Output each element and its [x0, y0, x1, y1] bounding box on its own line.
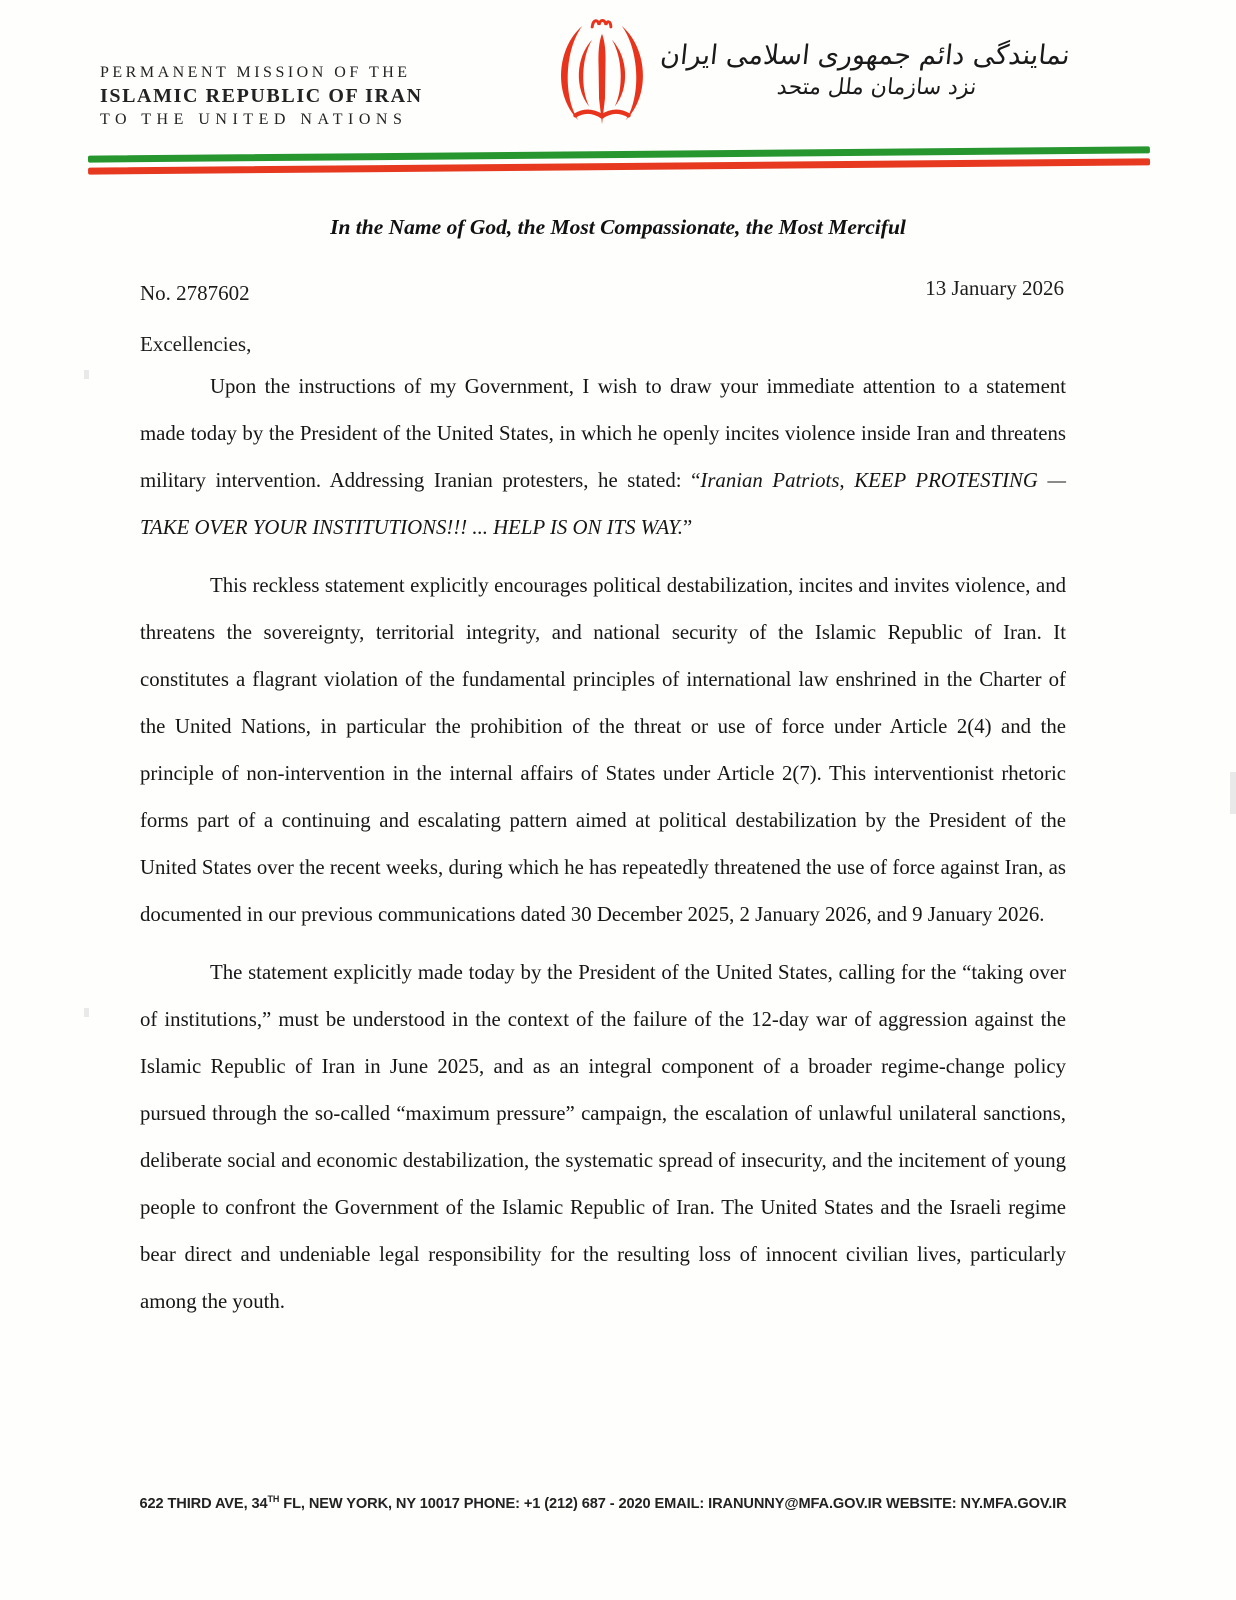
invocation-line: In the Name of God, the Most Compassionate, the Most Merciful — [330, 215, 906, 239]
salutation: Excellencies, — [140, 332, 252, 356]
scan-artifact — [84, 370, 89, 379]
farsi-line2: نزد سازمان ملل متحد — [775, 75, 978, 101]
paragraph-1-quote: Iranian Patriots, KEEP PROTESTING — TAKE OVER YOUR INSTITUTIONS!!! ... HELP IS ON ITS WAY. — [140, 469, 1066, 539]
mission-name-line1: PERMANENT MISSION OF THE — [100, 64, 411, 81]
paragraph-2 — [140, 562, 1066, 938]
paragraph-1 — [140, 363, 1066, 551]
mission-name-line3: TO THE UNITED NATIONS — [100, 111, 408, 128]
footer-address-prefix: 622 THIRD AVE, 34 — [139, 1495, 268, 1512]
paragraph-3-text: The statement explicitly made today by the President of the United States, calling for the “taking over of institutions,” must be understood in the context of the failure of the 12-day war of aggression against the Islamic Republic of Iran in June 2025, and as an integral component of a broader regime-change policy pursued through the so-called “maximum pressure” campaign, the escalation of unlawful unilateral sanctions, deliberate social and economic destabilization, the systematic spread of insecurity, and the incitement of young people to confront the Government of the Islamic Republic of Iran. The United States and the Israeli regime bear direct and undeniable legal responsibility for the resulting loss of innocent civilian lives, particularly among the youth. — [140, 961, 1066, 1313]
tricolor-rule — [88, 146, 1150, 174]
scan-artifact — [84, 1008, 89, 1017]
paragraph-1-text: Upon the instructions of my Government, I wish to draw your immediate attention to a statement made today by the President of the United States, in which he openly incites violence inside Iran and threatens military intervention. Addressing Iranian protesters, he stated: “ — [140, 375, 1066, 492]
reference-number: No. 2787602 — [140, 281, 250, 305]
mission-name-line2: ISLAMIC REPUBLIC OF IRAN — [100, 85, 423, 107]
paragraph-1-closing-quote: ” — [682, 516, 693, 539]
mission-name-block — [100, 64, 423, 129]
mission-name-farsi — [655, 38, 1071, 103]
scan-artifact — [1230, 772, 1236, 814]
footer-address — [60, 1494, 1146, 1512]
farsi-line1: نمایندگی دائم جمهوری اسلامی ایران — [658, 40, 1072, 71]
iran-emblem-icon — [543, 14, 661, 144]
paragraph-3 — [140, 949, 1066, 1325]
meta-row — [140, 276, 1064, 306]
footer-address-ordinal: TH — [267, 1494, 280, 1504]
letter-body — [140, 332, 1066, 1325]
letter-date: 13 January 2026 — [925, 276, 1064, 300]
paragraph-2-text: This reckless statement explicitly encourages political destabilization, incites and invites violence, and threatens the sovereignty, territorial integrity, and national security of the Islamic Republic of Iran. It constitutes a flagrant violation of the fundamental principles of international law enshrined in the Charter of the United Nations, in particular the prohibition of the threat or use of force under Article 2(4) and the principle of non-intervention in the internal affairs of States under Article 2(7). This interventionist rhetoric forms part of a continuing and escalating pattern aimed at political destabilization by the President of the United States over the recent weeks, during which he has repeatedly threatened the use of force against Iran, as documented in our previous communications dated 30 December 2025, 2 January 2026, and 9 January 2026. — [140, 574, 1066, 926]
footer-address-suffix: FL, NEW YORK, NY 10017 PHONE: +1 (212) 687 - 2020 EMAIL: IRANUNNY@MFA.GOV.IR WEBSITE: NY.MFA.GOV.IR — [279, 1495, 1067, 1512]
